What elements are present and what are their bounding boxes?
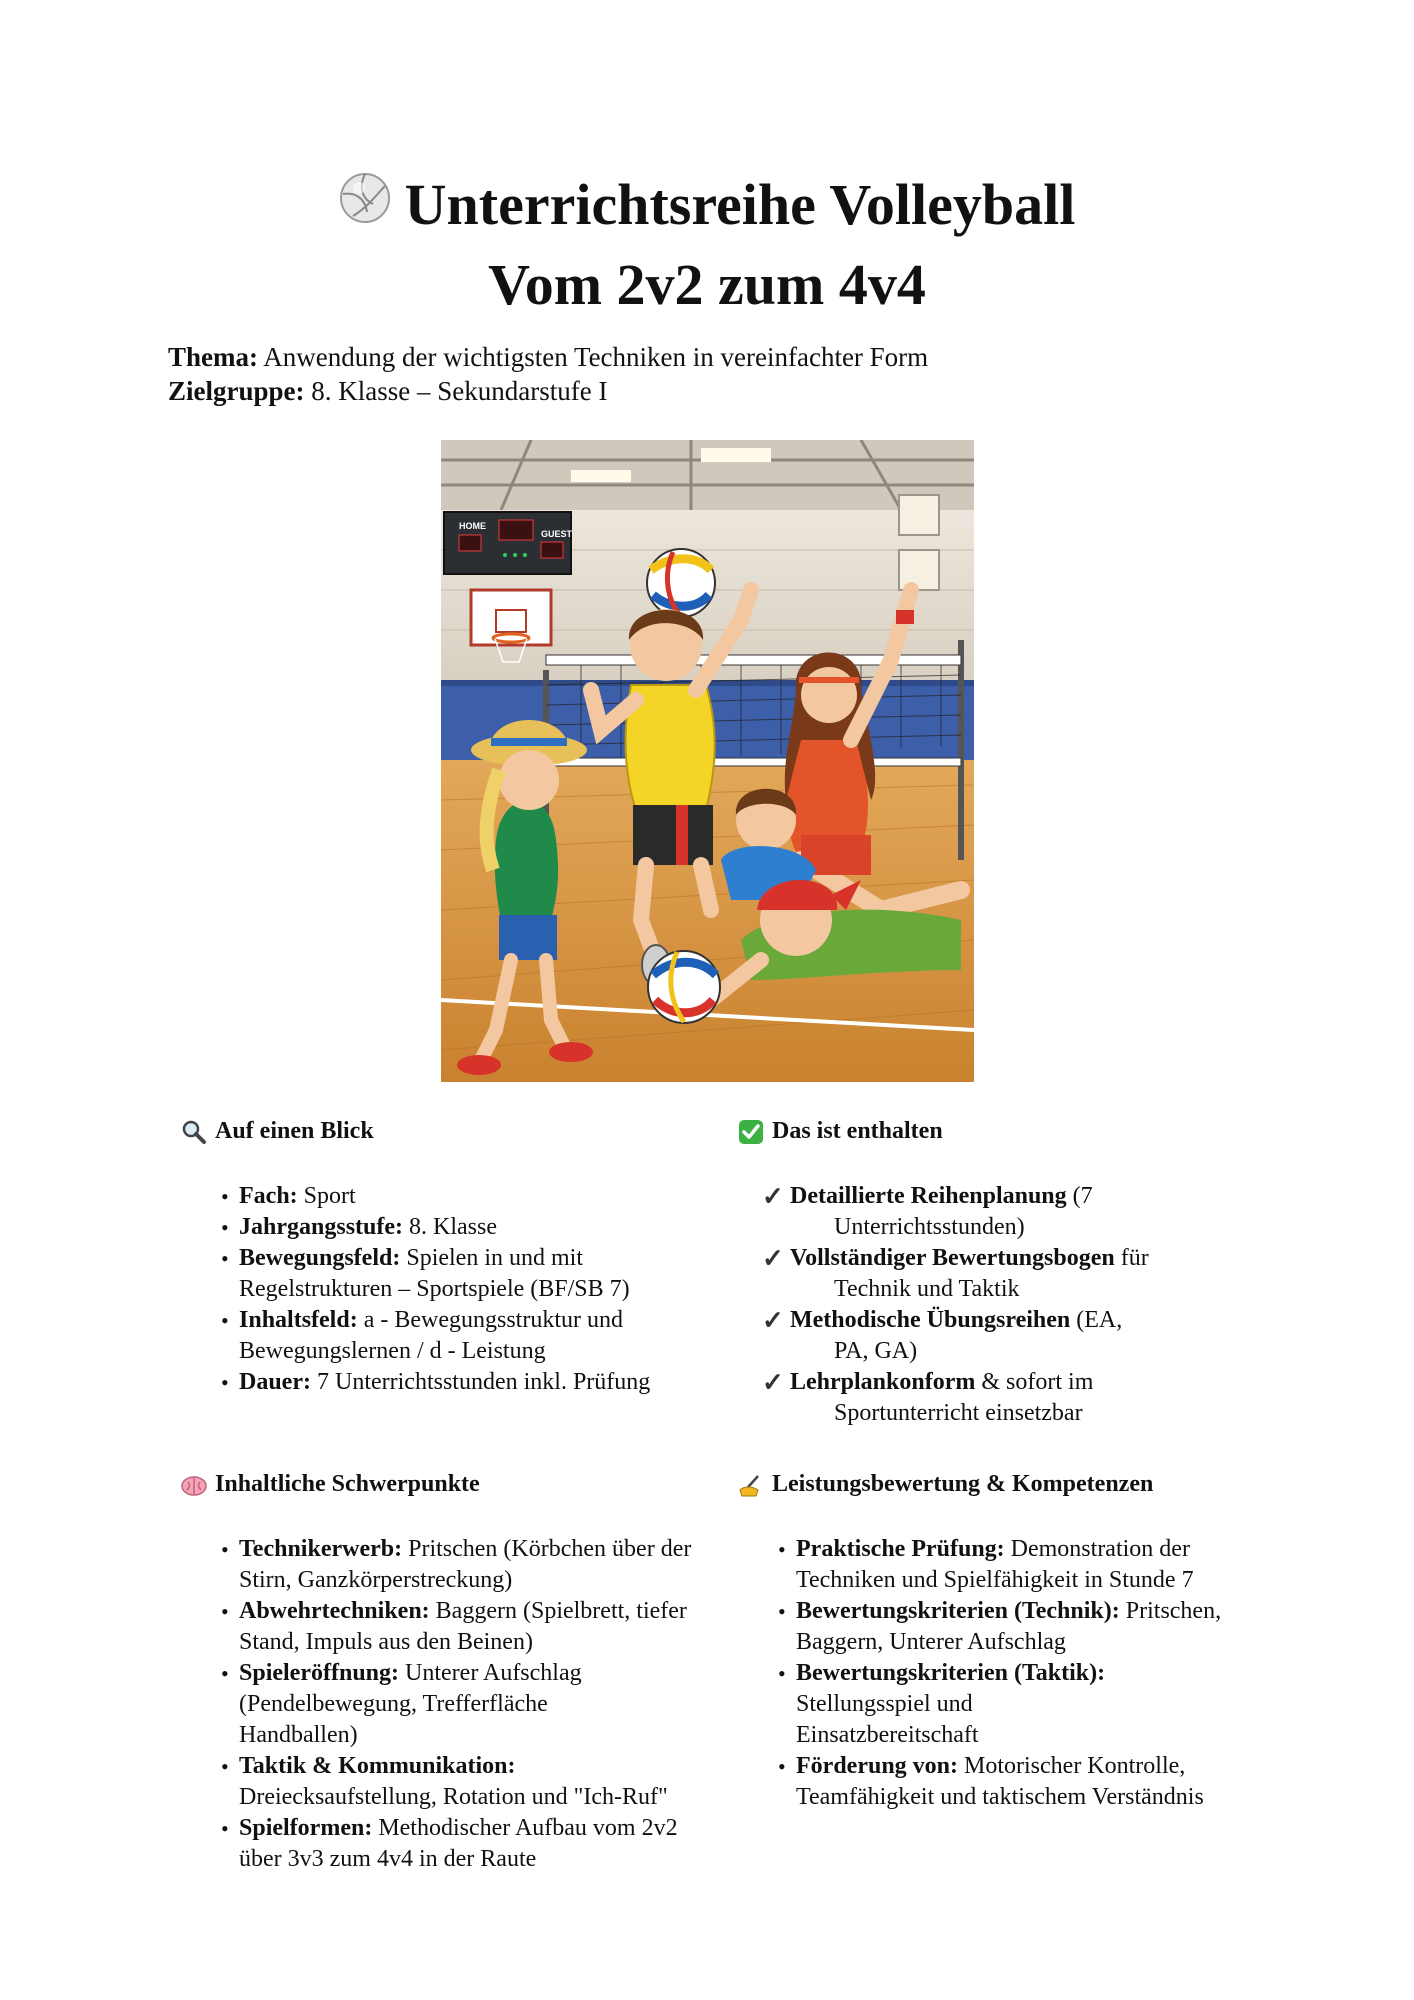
magnifier-icon xyxy=(181,1119,207,1145)
item-label: Bewegungsfeld: xyxy=(239,1245,401,1271)
thema-label: Thema: xyxy=(168,342,258,372)
list-item xyxy=(774,1596,1246,1658)
list-item xyxy=(762,1181,1258,1243)
zielgruppe-line xyxy=(168,374,928,408)
item-value: Unterer Aufschlag (Pendelbewegung, Trefferfläche Handballen) xyxy=(239,1660,582,1748)
item-value: Dreiecksaufstellung, Rotation und "Ich-Ruf" xyxy=(239,1784,668,1810)
heading-text: Leistungsbewertung & Kompetenzen xyxy=(772,1471,1154,1497)
bewertung-list xyxy=(774,1534,1244,1813)
item-value: (7 xyxy=(1066,1183,1093,1209)
list-item xyxy=(774,1658,1146,1751)
list-item xyxy=(217,1534,695,1596)
list-item xyxy=(217,1658,619,1751)
item-label: Vollständiger Bewertungsbogen xyxy=(790,1245,1115,1271)
item-label: Spieleröffnung: xyxy=(239,1660,400,1686)
list-item xyxy=(762,1243,1258,1305)
item-value: Baggern (Spielbrett, tiefer Stand, Impuls aus den Beinen) xyxy=(239,1598,687,1655)
item-continuation: Technik und Taktik xyxy=(834,1276,1020,1302)
svg-text:HOME: HOME xyxy=(459,521,486,531)
svg-text:GUEST: GUEST xyxy=(541,529,573,539)
zielgruppe-label: Zielgruppe: xyxy=(168,376,305,406)
check-box-icon xyxy=(738,1119,764,1145)
title-line-2: Vom 2v2 zum 4v4 xyxy=(488,251,926,317)
meta-block xyxy=(168,340,928,408)
title-text-1: Unterrichtsreihe Volleyball xyxy=(404,172,1076,237)
blick-list xyxy=(217,1181,721,1398)
section-bewertung xyxy=(738,1469,1258,1813)
volleyball-icon xyxy=(339,168,391,242)
list-item xyxy=(217,1751,679,1813)
item-value: Motorischer Kontrolle, Teamfähigkeit und taktischem Verständnis xyxy=(796,1753,1204,1810)
checkmark-icon: ✓ xyxy=(762,1368,784,1397)
section-schwerpunkte xyxy=(181,1469,721,1875)
item-label: Detaillierte Reihenplanung xyxy=(790,1183,1067,1209)
item-continuation: Unterrichtsstunden) xyxy=(834,1214,1025,1240)
item-value: Sport xyxy=(297,1183,356,1209)
checkmark-icon: ✓ xyxy=(762,1306,784,1335)
section-enthalten xyxy=(738,1116,1258,1429)
heading-text: Inhaltliche Schwerpunkte xyxy=(215,1471,480,1497)
section-heading-enthalten xyxy=(738,1116,1258,1147)
item-value: Pritschen (Körbchen über der Stirn, Ganzkörperstreckung) xyxy=(239,1536,692,1593)
list-item xyxy=(762,1305,1258,1367)
list-item xyxy=(217,1181,721,1212)
item-label: Spielformen: xyxy=(239,1815,373,1841)
zielgruppe-value: 8. Klasse – Sekundarstufe I xyxy=(304,376,608,406)
item-label: Praktische Prüfung: xyxy=(796,1536,1005,1562)
item-label: Fach: xyxy=(239,1183,298,1209)
section-heading-bewertung xyxy=(738,1469,1258,1500)
item-label: Methodische Übungsreihen xyxy=(790,1307,1071,1333)
heading-text: Das ist enthalten xyxy=(772,1118,943,1144)
checkmark-icon: ✓ xyxy=(762,1182,784,1211)
item-label: Förderung von: xyxy=(796,1753,958,1779)
section-heading-blick xyxy=(181,1116,721,1147)
item-value: Methodischer Aufbau vom 2v2 über 3v3 zum 4v4 in der Raute xyxy=(239,1815,678,1872)
item-label: Dauer: xyxy=(239,1369,311,1395)
title-line-1 xyxy=(0,168,1414,248)
enthalten-list xyxy=(762,1181,1258,1429)
item-label: Taktik & Kommunikation: xyxy=(239,1753,516,1779)
list-item xyxy=(217,1305,699,1367)
list-item xyxy=(774,1534,1246,1596)
list-item xyxy=(217,1243,699,1305)
list-item xyxy=(217,1212,721,1243)
list-item xyxy=(217,1367,721,1398)
thema-value: Anwendung der wichtigsten Techniken in vereinfachter Form xyxy=(258,342,929,372)
item-value: Stellungsspiel und Einsatzbereitschaft xyxy=(796,1691,979,1748)
item-value: 8. Klasse xyxy=(403,1214,497,1240)
section-auf-einen-blick xyxy=(181,1116,721,1398)
item-label: Jahrgangsstufe: xyxy=(239,1214,404,1240)
list-item xyxy=(762,1367,1258,1429)
item-label: Inhaltsfeld: xyxy=(239,1307,358,1333)
item-value: a - Bewegungsstruktur und Bewegungslernen / d - Leistung xyxy=(239,1307,623,1364)
writing-hand-icon xyxy=(738,1472,764,1498)
item-value: (EA, xyxy=(1070,1307,1123,1333)
item-value: & sofort im xyxy=(975,1369,1094,1395)
item-value: 7 Unterrichtsstunden inkl. Prüfung xyxy=(310,1369,651,1395)
item-value: Spielen in und mit Regelstrukturen – Sportspiele (BF/SB 7) xyxy=(239,1245,630,1302)
item-label: Abwehrtechniken: xyxy=(239,1598,430,1624)
heading-text: Auf einen Blick xyxy=(215,1118,374,1144)
item-continuation: PA, GA) xyxy=(834,1338,918,1364)
item-label: Lehrplankonform xyxy=(790,1369,976,1395)
item-label: Bewertungskriterien (Technik): xyxy=(796,1598,1120,1624)
item-continuation: Sportunterricht einsetzbar xyxy=(834,1400,1083,1426)
list-item xyxy=(217,1813,699,1875)
schwerpunkte-list xyxy=(217,1534,695,1875)
hero-illustration xyxy=(441,440,974,1082)
item-label: Technikerwerb: xyxy=(239,1536,403,1562)
checkmark-icon: ✓ xyxy=(762,1244,784,1273)
title-block xyxy=(0,168,1414,322)
thema-line xyxy=(168,340,928,374)
list-item xyxy=(774,1751,1246,1813)
item-value: Demonstration der Techniken und Spielfähigkeit in Stunde 7 xyxy=(796,1536,1194,1593)
list-item xyxy=(217,1596,695,1658)
brain-icon xyxy=(181,1472,207,1498)
item-value: für xyxy=(1114,1245,1149,1271)
item-label: Bewertungskriterien (Taktik): xyxy=(796,1660,1106,1686)
section-heading-schwerpunkte xyxy=(181,1469,721,1500)
item-value: Pritschen, Baggern, Unterer Aufschlag xyxy=(796,1598,1222,1655)
